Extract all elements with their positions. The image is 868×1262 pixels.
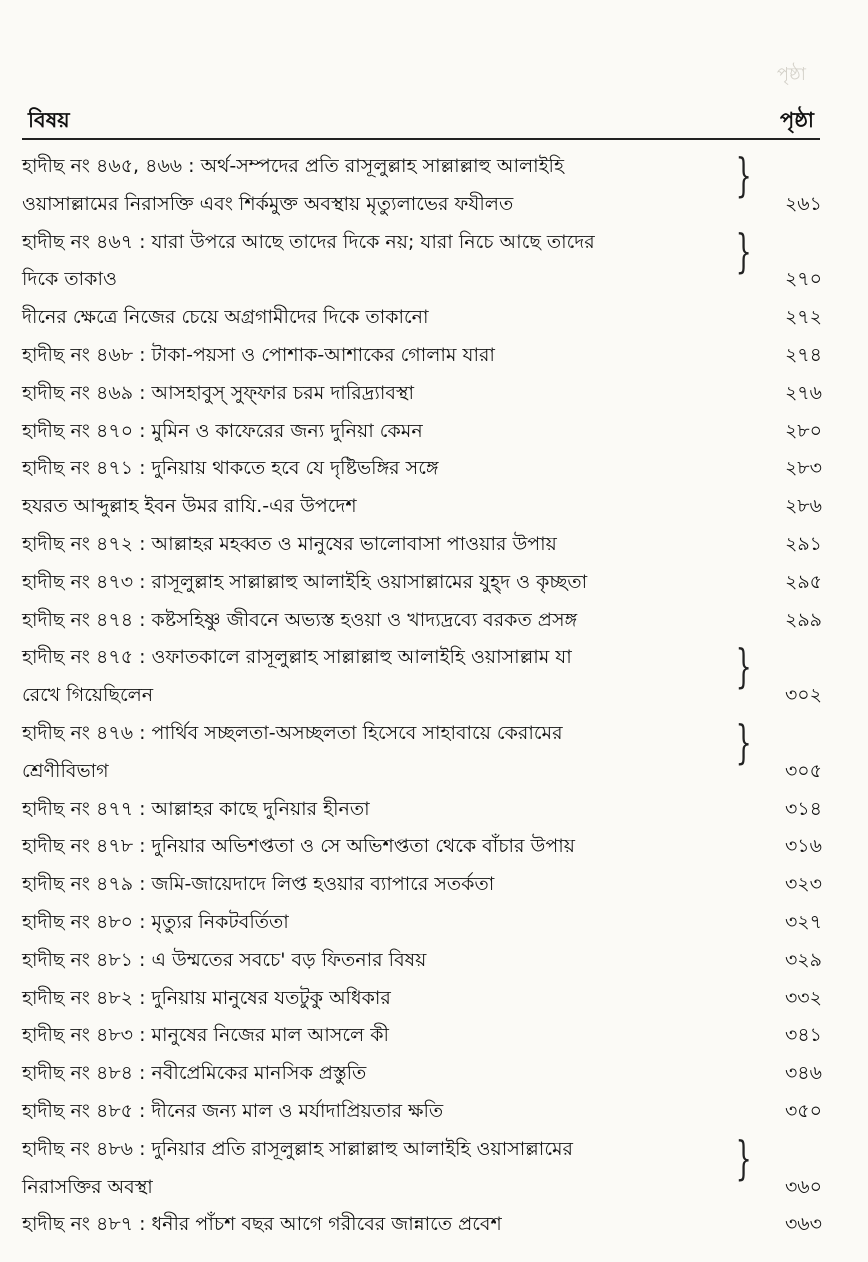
entry-title-continued: রেখে গিয়েছিলেন [22,684,154,707]
entry-page-number: ৩৪৬ [784,1062,822,1085]
toc-entry[interactable] [22,564,822,602]
entry-page-number: ৩১৬ [784,835,822,858]
entry-page-number: ২৯৫ [784,570,822,593]
entry-title: হাদীছ নং ৪৮২ : দুনিয়ায় মানুষের যতটুকু অধিকার [22,986,391,1009]
entry-page-number: ৩৫০ [784,1099,822,1122]
toc-entry[interactable] [22,337,822,375]
brace-glyph: } [735,639,752,694]
entry-page-number: ৩৩২ [784,986,822,1009]
entry-page-number: ৩১৪ [784,797,822,820]
toc-entry[interactable] [22,828,822,866]
entry-title: হাদীছ নং ৪৮৪ : নবীপ্রেমিকের মানসিক প্রস্তুতি [22,1062,367,1085]
entry-title: হাদীছ নং ৪৭০ : মুমিন ও কাফেরের জন্য দুনিয়া কেমন [22,419,423,442]
toc-entry[interactable] [22,1093,822,1131]
entry-page-number: ২৮৩ [784,457,822,480]
entry-title: হাদীছ নং ৪৭৩ : রাসূলুল্লাহ সাল্লাল্লাহু আলাইহি ওয়াসাল্লামের যুহ্দ ও কৃচ্ছতা [22,570,588,593]
toc-entry[interactable] [22,224,822,300]
entry-title-continued: শ্রেণীবিভাগ [22,759,109,782]
entry-title: হাদীছ নং ৪৭১ : দুনিয়ায় থাকতে হবে যে দৃষ্টিভঙ্গির সঙ্গে [22,457,439,480]
entry-page-number: ৩৬০ [784,1175,822,1198]
entry-title: হযরত আব্দুল্লাহ ইবন উমর রাযি.-এর উপদেশ [22,495,357,518]
toc-list [22,148,822,1244]
entry-page-number: ৩২৩ [784,873,822,896]
toc-entry[interactable] [22,602,822,640]
toc-entry[interactable] [22,413,822,451]
entry-page-number: ২৯৯ [784,608,822,631]
entry-title: হাদীছ নং ৪৭৬ : পার্থিব সচ্ছলতা-অসচ্ছলতা হিসেবে সাহাবায়ে কেরামের [22,721,563,744]
toc-entry[interactable] [22,904,822,942]
entry-title: হাদীছ নং ৪৬৫, ৪৬৬ : অর্থ-সম্পদের প্রতি রাসূলুল্লাহ সাল্লাল্লাহু আলাইহি [22,155,564,177]
entry-page-number: ২৭২ [784,306,822,329]
entry-title-continued: দিকে তাকাও [22,268,117,291]
entry-page-number: ২৯১ [784,532,822,555]
entry-title-continued: ওয়াসাল্লামের নিরাসক্তি এবং শির্কমুক্ত অবস্থায় মৃত্যুলাভের ফযীলত [22,192,514,215]
page-column-heading: পৃষ্ঠা [779,108,814,132]
toc-entry[interactable] [22,866,822,904]
entry-title: হাদীছ নং ৪৭২ : আল্লাহর মহব্বত ও মানুষের ভালোবাসা পাওয়ার উপায় [22,532,557,555]
brace-glyph: } [735,223,752,278]
entry-title: হাদীছ নং ৪৮৭ : ধনীর পাঁচশ বছর আগে গরীবের জান্নাতে প্রবেশ [22,1213,502,1236]
toc-entry[interactable] [22,980,822,1018]
entry-title: হাদীছ নং ৪৬৯ : আসহাবুস্ সুফ্ফার চরম দারিদ্র্যাবস্থা [22,381,415,404]
toc-entry[interactable] [22,1017,822,1055]
bleed-through-text: পৃষ্ঠা [776,64,806,85]
brace-glyph: } [735,148,752,202]
toc-header [22,100,820,140]
entry-title: হাদীছ নং ৪৭৯ : জমি-জায়েদাদে লিপ্ত হওয়ার ব্যাপারে সতর্কতা [22,873,495,896]
entry-page-number: ২৮৬ [784,495,822,518]
toc-entry[interactable] [22,1206,822,1244]
entry-title-continued: নিরাসক্তির অবস্থা [22,1175,153,1198]
toc-entry[interactable] [22,1055,822,1093]
entry-page-number: ২৭০ [784,268,822,291]
toc-entry[interactable] [22,148,822,224]
entry-page-number: ৩০৫ [784,759,822,782]
entry-title: হাদীছ নং ৪৮৫ : দীনের জন্য মাল ও মর্যাদাপ্রিয়তার ক্ষতি [22,1099,444,1122]
toc-entry[interactable] [22,942,822,980]
entry-page-number: ৩২৯ [784,948,822,971]
toc-entry[interactable] [22,791,822,829]
toc-entry[interactable] [22,1131,822,1207]
toc-entry[interactable] [22,488,822,526]
entry-title: হাদীছ নং ৪৭৫ : ওফাতকালে রাসূলুল্লাহ সাল্লাল্লাহু আলাইহি ওয়াসাল্লাম যা [22,646,572,669]
entry-title: হাদীছ নং ৪৮১ : এ উম্মতের সবচে' বড় ফিতনার বিষয় [22,948,427,971]
toc-entry[interactable] [22,299,822,337]
entry-title: হাদীছ নং ৪৭৪ : কষ্টসহিষ্ণু জীবনে অভ্যস্ত হওয়া ও খাদ্যদ্রব্যে বরকত প্রসঙ্গ [22,608,578,631]
entry-page-number: ৩২৭ [784,910,822,933]
entry-page-number: ২৭৪ [784,343,822,366]
toc-entry[interactable] [22,526,822,564]
entry-title: হাদীছ নং ৪৬৭ : যারা উপরে আছে তাদের দিকে নয়; যারা নিচে আছে তাদের [22,230,595,253]
toc-entry[interactable] [22,450,822,488]
brace-glyph: } [735,1130,752,1185]
entry-title: হাদীছ নং ৪৮৩ : মানুষের নিজের মাল আসলে কী [22,1024,389,1047]
entry-page-number: ২৮০ [784,419,822,442]
entry-page-number: ৩০২ [784,684,822,707]
entry-title: হাদীছ নং ৪৭৭ : আল্লাহর কাছে দুনিয়ার হীনতা [22,797,370,820]
entry-page-number: ২৬১ [784,192,822,215]
toc-entry[interactable] [22,639,822,715]
entry-title: হাদীছ নং ৪৭৮ : দুনিয়ার অভিশপ্ততা ও সে অভিশপ্ততা থেকে বাঁচার উপায় [22,835,575,858]
entry-title: হাদীছ নং ৪৮৬ : দুনিয়ার প্রতি রাসূলুল্লাহ সাল্লাল্লাহু আলাইহি ওয়াসাল্লামের [22,1137,573,1160]
entry-page-number: ৩৬৩ [784,1213,822,1236]
entry-page-number: ২৭৬ [784,381,822,404]
toc-entry[interactable] [22,715,822,791]
entry-title: হাদীছ নং ৪৬৮ : টাকা-পয়সা ও পোশাক-আশাকের গোলাম যারা [22,343,495,366]
entry-title: হাদীছ নং ৪৮০ : মৃত্যুর নিকটবর্তিতা [22,910,289,933]
entry-title: দীনের ক্ষেত্রে নিজের চেয়ে অগ্রগামীদের দিকে তাকানো [22,306,429,329]
toc-entry[interactable] [22,375,822,413]
topic-column-heading: বিষয় [28,108,70,132]
brace-glyph: } [735,714,752,769]
entry-page-number: ৩৪১ [784,1024,822,1047]
